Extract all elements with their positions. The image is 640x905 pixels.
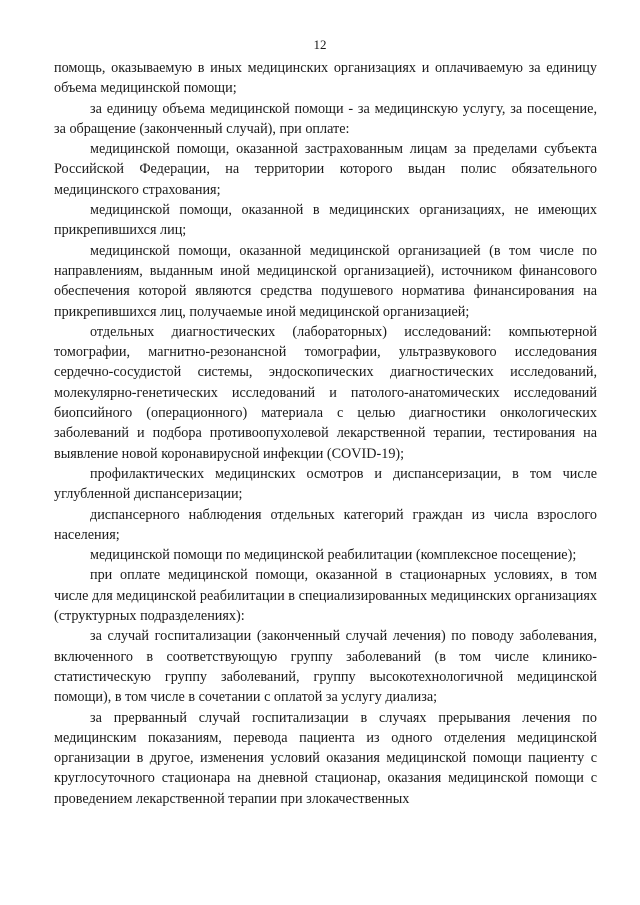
paragraph: профилактических медицинских осмотров и диспансеризации, в том числе углубленной диспансеризации; — [54, 465, 597, 503]
paragraph: медицинской помощи по медицинской реабилитации (комплексное посещение); — [90, 547, 577, 564]
document-body — [54, 58, 597, 809]
paragraph: медицинской помощи, оказанной в медицинских организациях, не имеющих прикрепившихся лиц; — [54, 202, 597, 239]
paragraph: медицинской помощи, оказанной медицинской организацией (в том числе по направлениям, выданным иной медицинской организацией), источником финансового обеспечения которой являются средства подушевого норматива финансирования на прикрепившихся лиц, получаемые иной медицинской организацией; — [54, 242, 597, 320]
paragraph: диспансерного наблюдения отдельных категорий граждан из числа взрослого населения; — [54, 506, 597, 543]
paragraph-continuation: помощь, оказываемую в иных медицинских организациях и оплачиваемую за единицу объема медицинской помощи; — [54, 60, 597, 97]
paragraph: за единицу объема медицинской помощи - за медицинскую услугу, за посещение, за обращение (законченный случай), при оплате: — [54, 100, 597, 137]
page-number: 12 — [313, 37, 327, 52]
paragraph: за прерванный случай госпитализации в случаях прерывания лечения по медицинским показаниям, перевода пациента из одного отделения медицинской организации в другое, изменения условий оказания медицинской помощи пациенту с круглосуточного стационара на дневной стационар, оказания медицинской помощи с проведением лекарственной терапии при злокачественных — [54, 709, 597, 807]
paragraph: за случай госпитализации (законченный случай лечения) по поводу заболевания, включенного в соответствующую группу заболеваний (в том числе клинико-статистическую группу заболеваний, группу высокотехнологичной медицинской помощи), в том числе в сочетании с оплатой за услугу диализа; — [54, 628, 597, 706]
paragraph: отдельных диагностических (лабораторных) исследований: компьютерной томографии, магнитно-резонансной томографии, ультразвукового исследования сердечно-сосудистой системы, эндоскопических диагностических исследований, молекулярно-генетических исследований и патолого-анатомических исследований биопсийного (операционного) материала с целью диагностики онкологических заболеваний и подбора противоопухолевой лекарственной терапии, тестирования на выявление новой коронавирусной инфекции (COVID-19); — [54, 323, 597, 462]
paragraph: медицинской помощи, оказанной застрахованным лицам за пределами субъекта Российской Федерации, на территории которого выдан полис обязательного медицинского страхования; — [54, 141, 597, 198]
paragraph: при оплате медицинской помощи, оказанной в стационарных условиях, в том числе для медицинской реабилитации в специализированных медицинских организациях (структурных подразделениях): — [54, 567, 597, 625]
